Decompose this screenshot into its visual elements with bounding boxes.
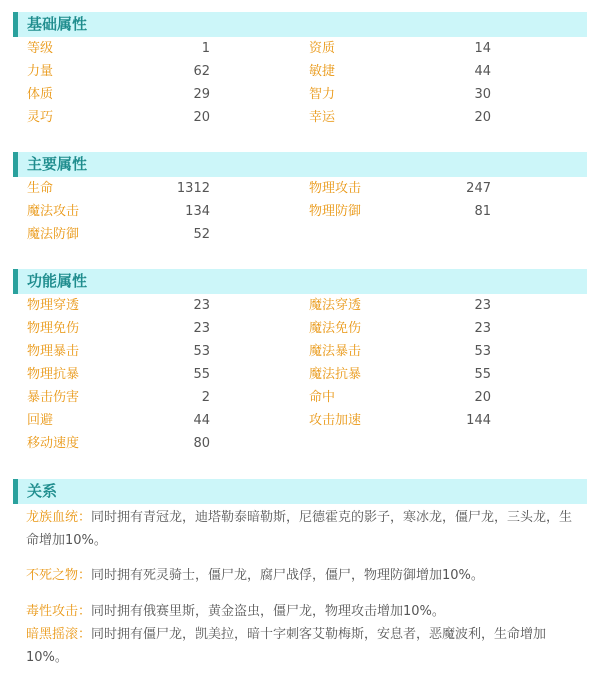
relation-text: 同时拥有青冠龙，迪塔勒泰暗勒斯，尼德霍克的影子，寒冰龙，僵尸龙，三头龙，生命增加10%。 [26,510,573,548]
attr-label: 魔法攻击 [27,204,80,219]
section-header-main [13,152,587,177]
section-header-function [13,269,587,294]
attr-label: 移动速度 [27,436,80,451]
attr-label: 暴击伤害 [27,390,80,405]
attr-label: 回避 [27,413,54,428]
attr-label: 资质 [309,41,336,56]
section-title: 关系 [27,482,58,500]
attr-value: 53 [474,344,491,359]
relation-text: 同时拥有僵尸龙，凯美拉，暗十字刺客艾勒梅斯，安息者，恶魔波利，生命增加10%。 [26,627,547,665]
attr-label: 物理穿透 [27,298,80,313]
attr-label: 物理防御 [309,204,362,219]
attr-label: 幸运 [309,110,336,125]
attr-row [0,106,600,129]
attr-row [0,340,600,363]
attr-label: 魔法穿透 [309,298,362,313]
attr-row [0,60,600,83]
attr-label: 魔法暴击 [309,344,362,359]
relation-text: 同时拥有俄赛里斯，黄金盗虫，僵尸龙，物理攻击增加10%。 [91,604,445,619]
attr-value: 52 [193,227,210,242]
relation-name: 暗黑摇滚： [26,627,92,642]
relation-name: 不死之物： [26,568,92,583]
attr-row [0,37,600,60]
section-header-basic [13,12,587,37]
attr-label: 力量 [27,64,54,79]
relation-name: 龙族血统： [26,510,92,525]
attr-label: 生命 [27,181,54,196]
attr-value: 23 [474,298,491,313]
attr-value: 23 [474,321,491,336]
attr-label: 物理免伤 [27,321,80,336]
attr-value: 20 [474,110,491,125]
attr-label: 攻击加速 [309,413,362,428]
attr-label: 命中 [309,390,336,405]
attr-row [0,83,600,106]
attr-label: 魔法抗暴 [309,367,362,382]
attr-value: 134 [185,204,210,219]
attr-row [0,223,600,246]
attr-row [0,317,600,340]
attr-value: 247 [466,181,491,196]
relation-item [26,506,576,552]
section-header-relations [13,479,587,504]
attr-value: 20 [193,110,210,125]
attr-value: 55 [474,367,491,382]
attr-value: 44 [474,64,491,79]
attr-value: 62 [193,64,210,79]
attr-value: 80 [193,436,210,451]
attr-label: 等级 [27,41,54,56]
attr-label: 智力 [309,87,336,102]
attr-label: 灵巧 [27,110,54,125]
relation-item [26,623,576,669]
attr-row [0,177,600,200]
attr-value: 29 [193,87,210,102]
attr-label: 物理攻击 [309,181,362,196]
relation-item [26,600,576,623]
attr-label: 魔法防御 [27,227,80,242]
attr-row [0,363,600,386]
attr-value: 1312 [176,181,210,196]
relation-text: 同时拥有死灵骑士，僵尸龙，腐尸战俘，僵尸，物理防御增加10%。 [91,568,484,583]
attr-label: 物理暴击 [27,344,80,359]
attr-label: 体质 [27,87,54,102]
attr-value: 81 [474,204,491,219]
attr-value: 1 [201,41,210,56]
attr-label: 物理抗暴 [27,367,80,382]
attr-row [0,409,600,432]
attr-value: 55 [193,367,210,382]
attr-value: 14 [474,41,491,56]
section-title: 基础属性 [27,15,88,33]
attr-value: 23 [193,298,210,313]
section-title: 主要属性 [27,155,88,173]
attr-value: 20 [474,390,491,405]
section-title: 功能属性 [27,272,88,290]
attr-row [0,294,600,317]
attr-value: 30 [474,87,491,102]
attr-row [0,432,600,455]
relation-item [26,564,576,587]
attr-value: 2 [201,390,210,405]
attr-value: 144 [466,413,491,428]
attr-value: 44 [193,413,210,428]
attr-value: 23 [193,321,210,336]
attr-row [0,200,600,223]
attr-value: 53 [193,344,210,359]
attr-label: 魔法免伤 [309,321,362,336]
relation-name: 毒性攻击： [26,604,92,619]
attr-row [0,386,600,409]
attr-label: 敏捷 [309,64,336,79]
